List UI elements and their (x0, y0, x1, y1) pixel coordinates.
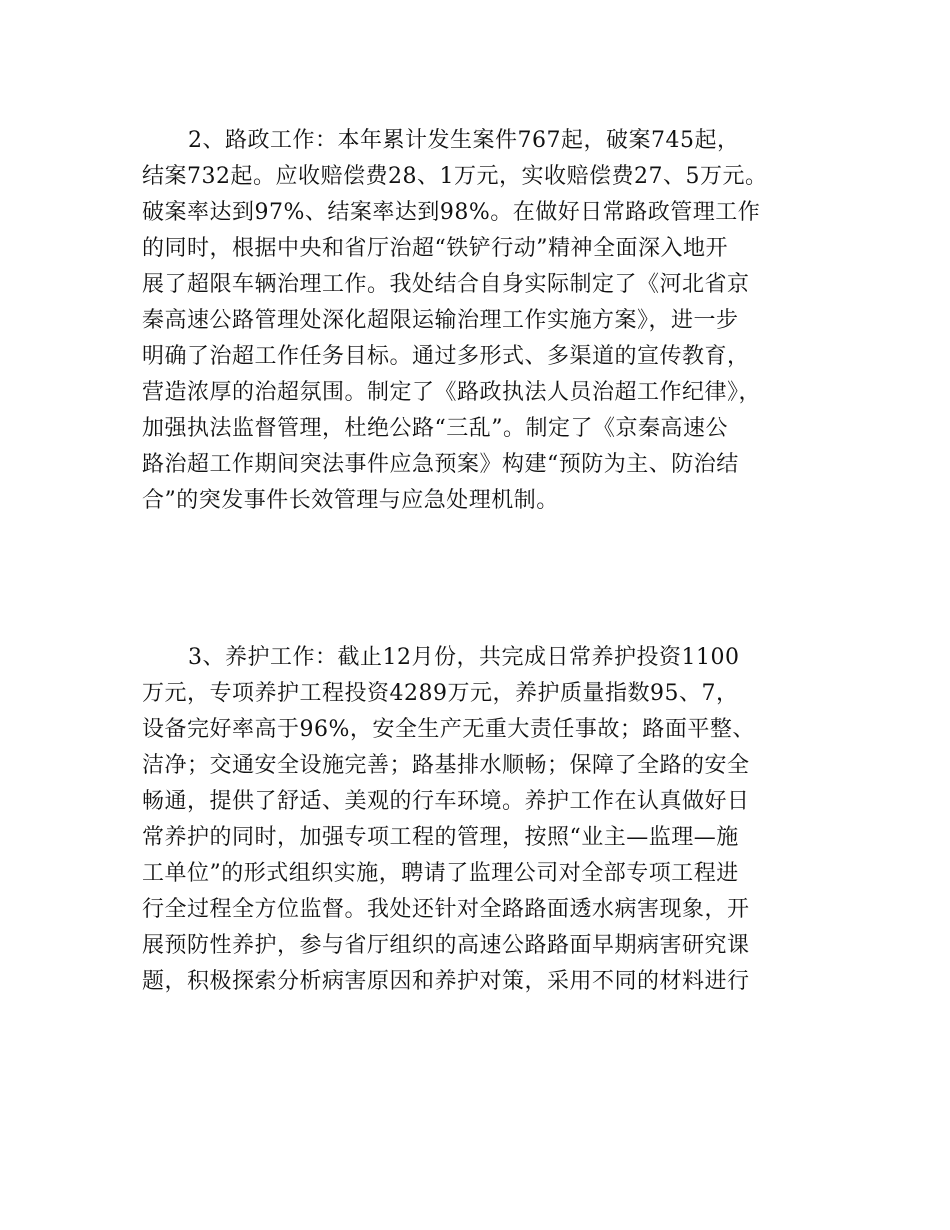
paragraph-road-admin-line-11: 合”的突发事件长效管理与应急处理机制。 (142, 488, 559, 513)
paragraph-road-admin-line-3: 破案率达到97%、结案率达到98%。在做好日常路政管理工作 (142, 200, 761, 225)
paragraph-road-admin-line-2: 结案732起。应收赔偿费28、1万元，实收赔偿费27、5万元。 (142, 164, 768, 189)
paragraph-maintenance-line-7: 工单位”的形式组织实施，聘请了监理公司对全部专项工程进 (142, 861, 739, 886)
paragraph-maintenance-line-2: 万元，专项养护工程投资4289万元，养护质量指数95、7， (142, 681, 739, 706)
paragraph-road-admin-line-5: 展了超限车辆治理工作。我处结合自身实际制定了《河北省京 (142, 272, 750, 297)
paragraph-maintenance-line-10: 题，积极探索分析病害原因和养护对策，采用不同的材料进行 (142, 969, 750, 994)
paragraph-maintenance-line-4: 洁净；交通安全设施完善；路基排水顺畅；保障了全路的安全 (142, 753, 750, 778)
paragraph-road-admin-line-9: 加强执法监督管理，杜绝公路“三乱”。制定了《京秦高速公 (142, 416, 728, 441)
paragraph-road-admin-line-10: 路治超工作期间突法事件应急预案》构建“预防为主、防治结 (142, 452, 739, 477)
paragraph-maintenance-line-1: 3、养护工作：截止12月份，共完成日常养护投资1100 (188, 645, 740, 670)
paragraph-maintenance-line-9: 展预防性养护，参与省厅组织的高速公路路面早期病害研究课 (142, 933, 750, 958)
paragraph-maintenance-line-3: 设备完好率高于96%，安全生产无重大责任事故；路面平整、 (142, 717, 755, 742)
paragraph-road-admin-line-4: 的同时，根据中央和省厅治超“铁铲行动”精神全面深入地开 (142, 236, 728, 261)
paragraph-maintenance-line-5: 畅通，提供了舒适、美观的行车环境。养护工作在认真做好日 (142, 789, 750, 814)
paragraph-road-admin-line-8: 营造浓厚的治超氛围。制定了《路政执法人员治超工作纪律》， (142, 380, 762, 405)
paragraph-road-admin-line-7: 明确了治超工作任务目标。通过多形式、多渠道的宣传教育， (142, 344, 750, 369)
paragraph-maintenance-line-8: 行全过程全方位监督。我处还针对全路路面透水病害现象，开 (142, 897, 750, 922)
paragraph-maintenance-line-6: 常养护的同时，加强专项工程的管理，按照“业主—监理—施 (142, 825, 739, 850)
paragraph-road-admin-line-1: 2、路政工作：本年累计发生案件767起，破案745起， (188, 128, 740, 153)
paragraph-road-admin-line-6: 秦高速公路管理处深化超限运输治理工作实施方案》，进一步 (142, 308, 739, 333)
